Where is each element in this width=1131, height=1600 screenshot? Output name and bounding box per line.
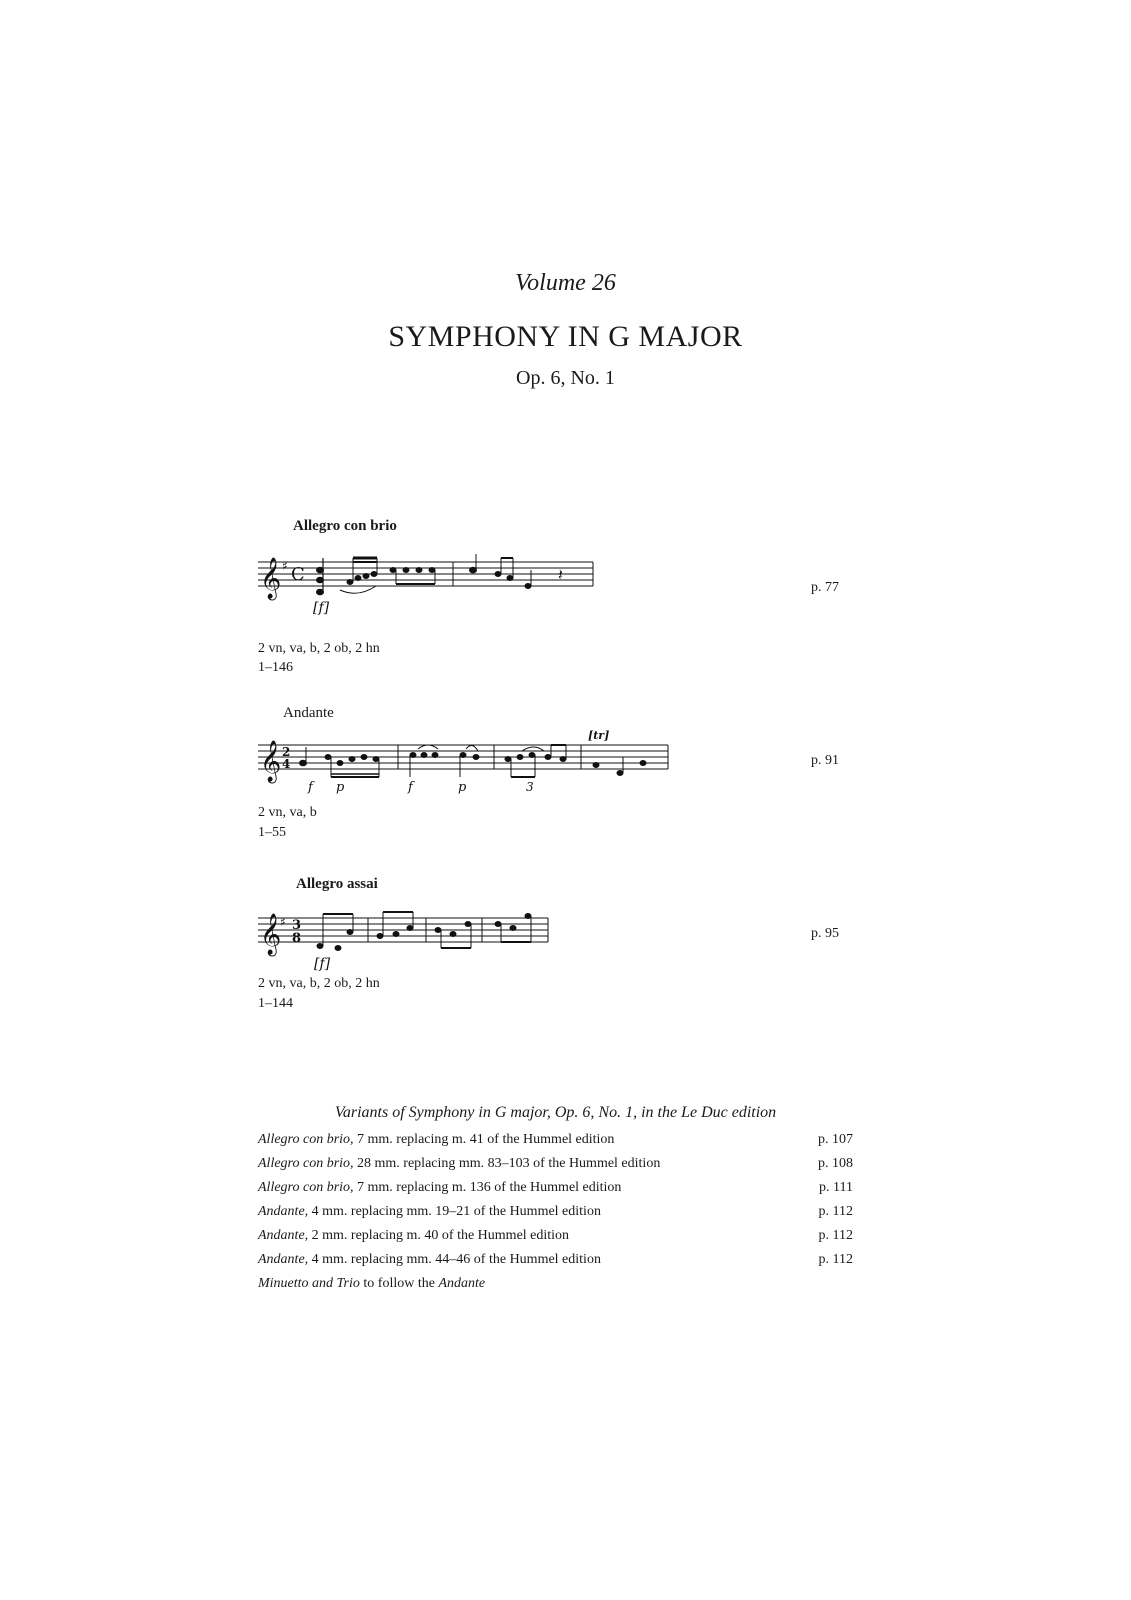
variant-page: p. 112	[818, 1228, 853, 1243]
footnote-end: Andante	[438, 1276, 486, 1291]
variant-description	[258, 1128, 614, 1152]
volume-heading: Volume 26	[515, 270, 616, 296]
scoring: 2 vn, va, b	[258, 805, 317, 820]
variant-page: p. 108	[818, 1156, 853, 1171]
variant-page: p. 112	[818, 1204, 853, 1219]
scoring: 2 vn, va, b, 2 ob, 2 hn	[258, 641, 380, 656]
time-signature: 3	[292, 918, 302, 933]
measure-range: 1–55	[258, 825, 286, 840]
dynamic-marking: [f]	[313, 600, 330, 616]
variant-page: p. 107	[818, 1132, 853, 1147]
music-staff	[258, 540, 598, 640]
movement-name: Allegro con brio,	[258, 1180, 354, 1195]
variant-description	[258, 1248, 601, 1272]
table-row	[258, 1176, 853, 1200]
variant-detail: 7 mm. replacing m. 136 of the Hummel edition	[353, 1180, 622, 1195]
movement-name: Allegro con brio,	[258, 1156, 354, 1171]
table-row	[258, 1248, 853, 1272]
movement-name: Andante,	[258, 1228, 309, 1243]
music-staff	[258, 723, 678, 823]
variant-description	[258, 1176, 621, 1200]
variant-description	[258, 1200, 601, 1224]
treble-clef-icon: 𝄞	[260, 914, 282, 955]
variant-detail: 7 mm. replacing m. 41 of the Hummel edition	[353, 1132, 615, 1147]
footnote-lead: Minuetto and Trio	[258, 1276, 360, 1291]
measure-range: 1–146	[258, 660, 293, 675]
variants-footnote	[258, 1272, 853, 1296]
tempo-marking: Andante	[283, 705, 334, 721]
treble-clef-icon: 𝄞	[260, 741, 282, 782]
tempo-marking: Allegro con brio	[293, 518, 397, 534]
movement-name: Allegro con brio,	[258, 1132, 354, 1147]
variant-description	[258, 1152, 660, 1176]
triplet-marking: 3	[526, 780, 534, 794]
trill-marking: [tr]	[588, 729, 610, 742]
tempo-marking: Allegro assai	[296, 876, 378, 892]
variant-page: p. 111	[819, 1180, 853, 1195]
variant-detail: 28 mm. replacing mm. 83–103 of the Hummel edition	[353, 1156, 661, 1171]
time-signature: 4	[282, 757, 291, 771]
sharp-icon: ♯	[282, 559, 288, 573]
dynamic-marking: p	[336, 780, 345, 795]
dynamic-marking: p	[458, 780, 467, 795]
variant-page: p. 112	[818, 1252, 853, 1267]
incipit-andante	[258, 705, 858, 865]
time-signature: 8	[292, 931, 302, 946]
table-row	[258, 1224, 853, 1248]
page-title: SYMPHONY IN G MAJOR	[388, 320, 743, 353]
rest-icon: 𝄽	[558, 565, 563, 584]
variant-detail: 4 mm. replacing mm. 19–21 of the Hummel edition	[308, 1204, 601, 1219]
variant-detail: 4 mm. replacing mm. 44–46 of the Hummel edition	[308, 1252, 601, 1267]
variant-description	[258, 1224, 569, 1248]
movement-name: Andante,	[258, 1252, 309, 1267]
incipit-allegro-con-brio	[258, 518, 858, 678]
table-row	[258, 1152, 853, 1176]
time-signature: 2	[282, 745, 291, 759]
footnote-middle: to follow the	[359, 1276, 439, 1291]
table-row	[258, 1128, 853, 1152]
variant-detail: 2 mm. replacing m. 40 of the Hummel edition	[308, 1228, 570, 1243]
sharp-icon: ♯	[280, 915, 286, 929]
scoring: 2 vn, va, b, 2 ob, 2 hn	[258, 976, 380, 991]
page-reference: p. 95	[811, 926, 839, 941]
variants-section	[258, 1104, 853, 1296]
dynamic-marking: f	[408, 780, 413, 795]
page-reference: p. 77	[811, 580, 839, 595]
page-reference: p. 91	[811, 753, 839, 768]
variants-title: Variants of Symphony in G major, Op. 6, No. 1, in the Le Duc edition	[334, 1104, 777, 1121]
dynamic-marking: f	[308, 780, 313, 795]
dynamic-marking: [f]	[314, 956, 331, 972]
incipit-allegro-assai	[258, 876, 858, 1036]
common-time-icon: C	[291, 564, 305, 585]
movement-name: Andante,	[258, 1204, 309, 1219]
table-row	[258, 1200, 853, 1224]
treble-clef-icon: 𝄞	[260, 558, 282, 599]
opus-number: Op. 6, No. 1	[516, 367, 615, 389]
measure-range: 1–144	[258, 996, 293, 1011]
